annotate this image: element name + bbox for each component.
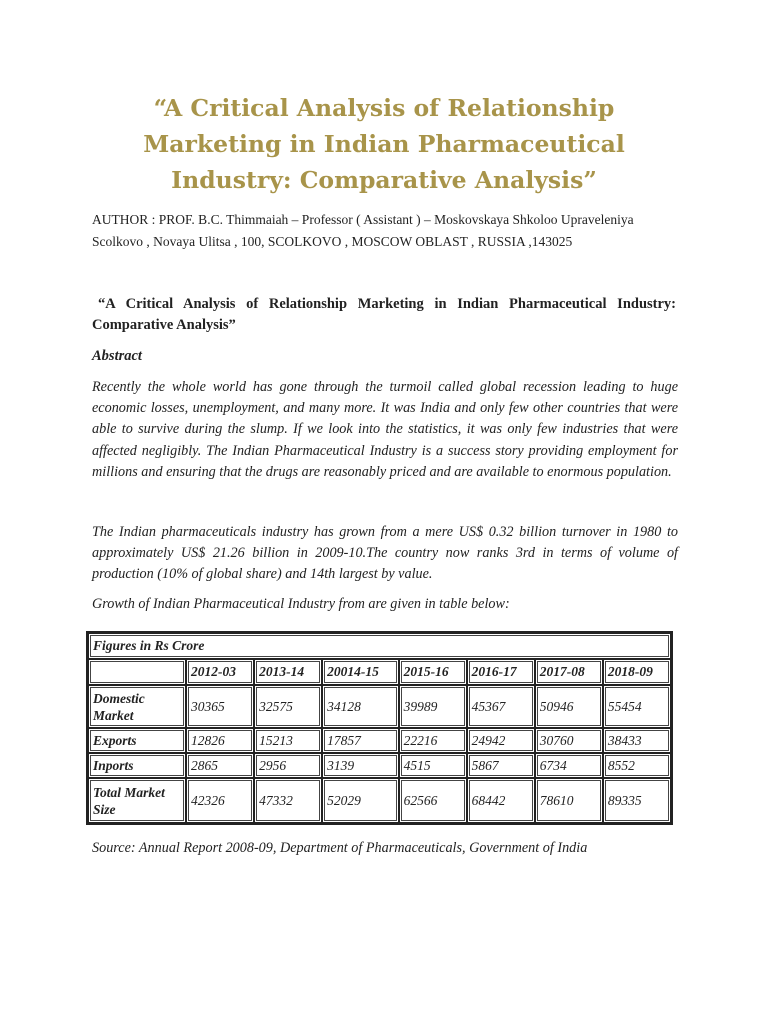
- cell: 2865: [186, 753, 254, 778]
- cell: 45367: [467, 685, 535, 728]
- cell: 2956: [254, 753, 322, 778]
- author-line: AUTHOR : PROF. B.C. Thimmaiah – Professor ( Assistant ) – Moskovskaya Shkoloo Upraveleniya: [92, 212, 634, 227]
- abstract-label: Abstract: [92, 348, 142, 364]
- cell: 50946: [535, 685, 603, 728]
- cell: 78610: [535, 778, 603, 823]
- cell: 3139: [322, 753, 398, 778]
- row-label: Exports: [88, 728, 186, 753]
- year-header: 20014-15: [322, 659, 398, 685]
- title-line: Industry: Comparative Analysis”: [171, 166, 597, 194]
- cell: 12826: [186, 728, 254, 753]
- cell: 15213: [254, 728, 322, 753]
- cell: 39989: [399, 685, 467, 728]
- cell: 34128: [322, 685, 398, 728]
- row-label: Domestic Market: [88, 685, 186, 728]
- empty-cell: [88, 659, 186, 685]
- row-label: Total Market Size: [88, 778, 186, 823]
- table-row: [88, 728, 671, 753]
- cell: 42326: [186, 778, 254, 823]
- cell: 4515: [399, 753, 467, 778]
- year-header: 2017-08: [535, 659, 603, 685]
- cell: 68442: [467, 778, 535, 823]
- paragraph: Recently the whole world has gone through the turmoil called global recession leading to huge economic losses, unemployment, and many more. It was India and only few other countries that were able to survive during the slump. If we look into the statistics, it was only few industries that were affected negligibly. The Indian Pharmaceutical Industry is a success story providing employment for millions and ensuring that the drugs are reasonably priced and are available to enormous population.: [92, 379, 678, 480]
- row-label: Inports: [88, 753, 186, 778]
- author-line: Scolkovo , Novaya Ulitsa , 100, SCOLKOVO , MOSCOW OBLAST , RUSSIA ,143025: [92, 234, 573, 249]
- year-header: 2015-16: [399, 659, 467, 685]
- cell: 30365: [186, 685, 254, 728]
- cell: 17857: [322, 728, 398, 753]
- table-row: [88, 685, 671, 728]
- cell: 52029: [322, 778, 398, 823]
- cell: 38433: [603, 728, 671, 753]
- cell: 22216: [399, 728, 467, 753]
- source-note: Source: Annual Report 2008-09, Department of Pharmaceuticals, Government of India: [92, 840, 588, 856]
- year-header: 2013-14: [254, 659, 322, 685]
- cell: 24942: [467, 728, 535, 753]
- cell: 55454: [603, 685, 671, 728]
- year-header: 2018-09: [603, 659, 671, 685]
- cell: 30760: [535, 728, 603, 753]
- document-title: [0, 90, 768, 198]
- paragraph: Growth of Indian Pharmaceutical Industry from are given in table below:: [92, 596, 510, 612]
- table-caption: Figures in Rs Crore: [88, 633, 671, 659]
- cell: 8552: [603, 753, 671, 778]
- table-row: [88, 753, 671, 778]
- growth-table: [86, 631, 673, 825]
- section-heading: “A Critical Analysis of Relationship Marketing in Indian Pharmaceutical Industry: Comparative Analysis”: [92, 296, 676, 333]
- table-header-row: [88, 659, 671, 685]
- year-header: 2016-17: [467, 659, 535, 685]
- cell: 5867: [467, 753, 535, 778]
- table-row: [88, 778, 671, 823]
- cell: 32575: [254, 685, 322, 728]
- title-line: Marketing in Indian Pharmaceutical: [143, 130, 625, 158]
- year-header: 2012-03: [186, 659, 254, 685]
- cell: 47332: [254, 778, 322, 823]
- title-line: “A Critical Analysis of Relationship: [153, 94, 615, 122]
- paragraph: The Indian pharmaceuticals industry has grown from a mere US$ 0.32 billion turnover in 1980 to approximately US$ 21.26 billion in 2009-10.The country now ranks 3rd in terms of volume of production (10% of global share) and 14th largest by value.: [92, 524, 678, 583]
- cell: 62566: [399, 778, 467, 823]
- cell: 89335: [603, 778, 671, 823]
- cell: 6734: [535, 753, 603, 778]
- author-info: [92, 209, 692, 253]
